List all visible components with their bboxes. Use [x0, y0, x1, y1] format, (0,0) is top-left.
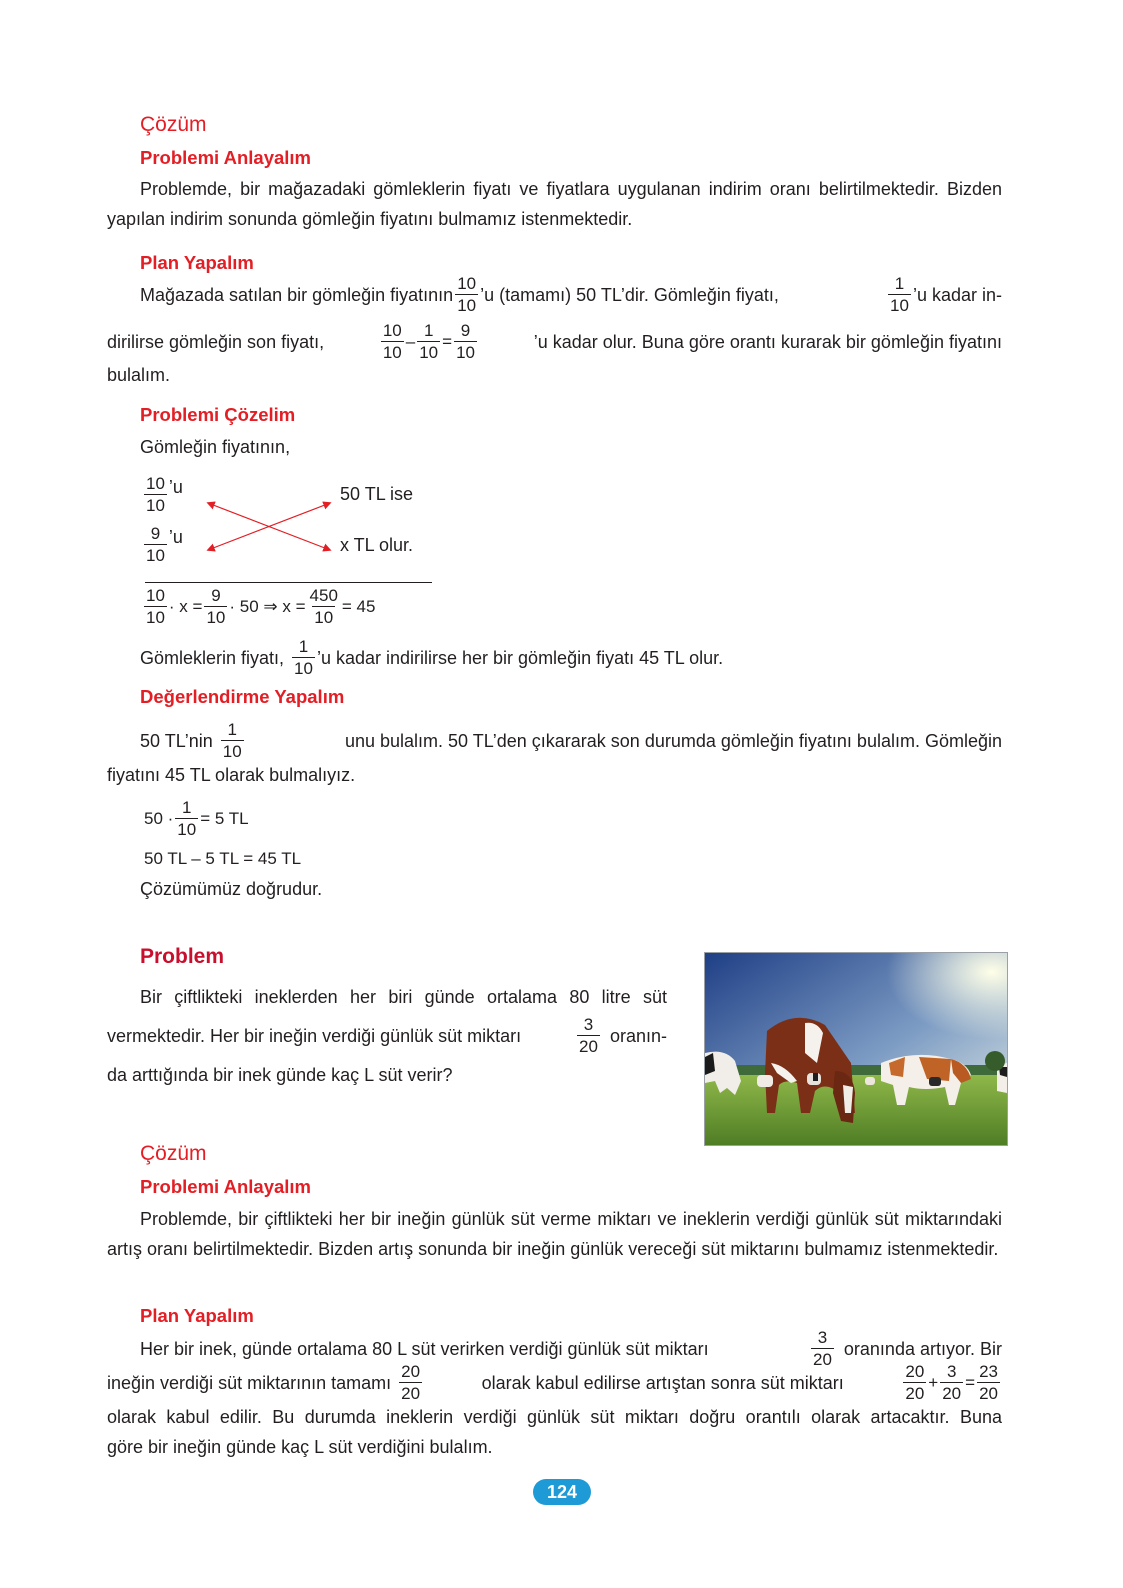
plan-line-1	[140, 274, 1002, 315]
proportion-row-1-left	[142, 474, 183, 515]
problem-heading: Problem	[140, 945, 225, 968]
text: ’u	[168, 477, 183, 497]
text: Mağazada satılan bir gömleğin fiyatının	[140, 284, 454, 305]
evaluate-line-1	[140, 720, 1002, 761]
understand-paragraph: Problemde, bir mağazadaki gömleklerin fiyatı ve fiyatlara uygulanan indirim oranı belirtilmektedir. Bizden yapılan indirim sonunda gömleğin fiyatını bulmamız istenmektedir.	[107, 179, 1002, 229]
fraction: $\frac{9}{10}$	[146, 524, 165, 565]
solution-heading: Çözüm	[140, 113, 207, 136]
text: = 5 TL	[200, 808, 249, 828]
evaluate-calc-2: 50 TL – 5 TL = 45 TL	[144, 849, 302, 868]
problem-line-1: Bir çiftlikteki ineklerden her biri günde ortalama 80 litre süt	[140, 987, 667, 1007]
text: oranın-	[609, 1025, 667, 1046]
solution-heading-2: Çözüm	[140, 1142, 207, 1165]
fraction: $\frac{1}{10}$	[294, 637, 313, 678]
evaluate-conclusion: Çözümümüz doğrudur.	[140, 879, 323, 899]
proportion-row-1-right: 50 TL ise	[340, 484, 414, 504]
solve-intro: Gömleğin fiyatının,	[140, 437, 291, 457]
fraction: $\frac{10}{10}$	[382, 321, 402, 362]
text: · 50 ⇒ x =	[229, 596, 306, 616]
fraction: $\frac{3}{20}$	[812, 1328, 832, 1369]
proportion-row-2-right: x TL olur.	[340, 535, 414, 555]
plan-heading: Plan Yapalım	[140, 252, 254, 273]
cows-grazing-photo	[704, 952, 1008, 1146]
plan-heading-2: Plan Yapalım	[140, 1305, 254, 1326]
evaluate-line-2: fiyatını 45 TL olarak bulmalıyız.	[107, 765, 356, 785]
proportion-row-2-left	[142, 524, 183, 565]
fraction: $\frac{10}{10}$	[457, 274, 477, 315]
equals-sign: =	[965, 1372, 976, 1392]
text: oranında artıyor. Bir	[843, 1338, 1002, 1359]
text: vermektedir. Her bir ineğin verdiği günlük süt miktarı	[107, 1025, 522, 1046]
text: ’u kadar indirilirse her bir gömleğin fiyatı 45 TL olur.	[316, 647, 724, 668]
text: 50 ·	[144, 808, 174, 828]
fraction: $\frac{20}{20}$	[905, 1362, 925, 1403]
fraction: $\frac{1}{10}$	[419, 321, 439, 362]
text: ’u (tamamı) 50 TL’dir. Gömleğin fiyatı,	[480, 284, 779, 305]
cows-photo-illustration	[705, 953, 1007, 1145]
text: dirilirse gömleğin son fiyatı,	[107, 331, 325, 352]
solve-result	[140, 637, 723, 678]
evaluate-calc-1	[144, 798, 249, 839]
fraction: $\frac{1}{10}$	[222, 720, 242, 761]
plan-line-3: bulalım.	[107, 365, 171, 385]
fraction: $\frac{3}{20}$	[942, 1362, 962, 1403]
fraction: $\frac{10}{10}$	[146, 586, 165, 627]
minus-sign: –	[405, 331, 416, 351]
solve-heading: Problemi Çözelim	[140, 404, 296, 425]
problem-line-2	[107, 1015, 667, 1056]
cross-multiply-arrows-icon	[200, 495, 340, 555]
text: ’u kadar in-	[912, 284, 1002, 305]
equals-sign: =	[442, 331, 453, 351]
divider-line	[145, 582, 432, 583]
plus-sign: +	[928, 1372, 939, 1392]
plan2-line-3: olarak kabul edilir. Bu durumda ineklerin verdiği günlük süt miktarı doğru orantılı olarak artacaktır. Buna	[107, 1407, 1002, 1427]
fraction: $\frac{1}{10}$	[177, 798, 197, 839]
plan-line-2	[107, 321, 1002, 362]
text: Her bir inek, günde ortalama 80 L süt verirken verdiği günlük süt miktarı	[140, 1338, 709, 1359]
text: Gömleklerin fiyatı,	[140, 647, 285, 668]
text: 50 TL’nin	[140, 730, 213, 751]
fraction: $\frac{1}{10}$	[890, 274, 909, 315]
proportion-equation	[142, 586, 375, 627]
text: ’u kadar olur. Buna göre orantı kurarak bir gömleğin fiyatını	[533, 331, 1002, 352]
text: · x =	[168, 596, 203, 616]
fraction: $\frac{9}{10}$	[206, 586, 226, 627]
plan2-line-4: göre bir ineğin günde kaç L süt verdiğini bulalım.	[107, 1437, 493, 1457]
page-number-badge: 124	[533, 1479, 591, 1505]
plan2-line-2	[107, 1362, 1002, 1403]
text: unu bulalım. 50 TL’den çıkararak son durumda gömleğin fiyatını bulalım. Gömleğin	[344, 730, 1002, 751]
text: ineğin verdiği süt miktarının tamamı	[107, 1372, 392, 1393]
fraction: $\frac{10}{10}$	[146, 474, 165, 515]
text: ’u	[168, 527, 183, 547]
problem-line-3: da arttığında bir inek günde kaç L süt verir?	[107, 1065, 453, 1085]
fraction: $\frac{450}{10}$	[309, 586, 338, 627]
evaluate-heading: Değerlendirme Yapalım	[140, 686, 345, 707]
understand-heading: Problemi Anlayalım	[140, 147, 312, 168]
text: olarak kabul edilirse artıştan sonra süt miktarı	[481, 1372, 844, 1393]
fraction: $\frac{23}{20}$	[979, 1362, 998, 1403]
understand-heading-2: Problemi Anlayalım	[140, 1176, 312, 1197]
fraction: $\frac{3}{20}$	[579, 1015, 598, 1056]
fraction: $\frac{9}{10}$	[456, 321, 475, 362]
fraction: $\frac{20}{20}$	[401, 1362, 421, 1403]
understand-paragraph-2: Problemde, bir çiftlikteki her bir ineğin günlük süt verme miktarı ve ineklerin verdiği günlük süt miktarındaki artış oranı belirtilmektedir. Bizden artış sonunda bir ineğin günlük vereceği süt miktarını bulmamız istenmektedir.	[107, 1209, 1002, 1259]
text: = 45	[341, 596, 376, 616]
